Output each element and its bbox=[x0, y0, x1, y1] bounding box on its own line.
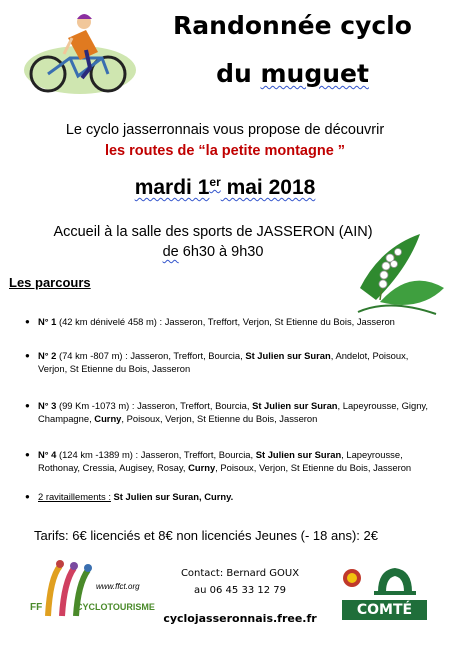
title-line-1: Randonnée cyclo bbox=[173, 11, 412, 40]
ffct-url: www.ffct.org bbox=[96, 582, 140, 591]
parcours-heading: Les parcours bbox=[9, 275, 91, 290]
route-item-4: ● N° 4 (124 km -1389 m) : Jasseron, Treffort, Bourcia, St Julien sur Suran, Lapeyrousse, Rothonay, Cressia, Augisey, Rosay, Curny, Poisoux, Verjon, St Etienne du Bois, Jasseron bbox=[25, 449, 412, 473]
comte-logo bbox=[342, 562, 427, 628]
title-line-2: du muguet bbox=[216, 59, 369, 88]
website-link[interactable]: cyclojasseronnais.free.fr bbox=[163, 612, 317, 625]
aop-seal-icon bbox=[342, 568, 362, 588]
tarifs: Tarifs: 6€ licenciés et 8€ non licenciés Jeunes (- 18 ans): 2€ bbox=[34, 528, 378, 543]
contact-phone: au 06 45 33 12 79 bbox=[194, 585, 286, 596]
bell-icon bbox=[372, 562, 418, 596]
contact-name: Contact: Bernard GOUX bbox=[180, 568, 300, 579]
bullet-icon: ● bbox=[25, 351, 30, 360]
route-item-2: ● N° 2 (74 km -807 m) : Jasseron, Treffort, Bourcia, St Julien sur Suran, Andelot, Poisoux, Verjon, St Etienne du Bois, Jasseron bbox=[25, 350, 409, 374]
ffct-ff: FF bbox=[30, 602, 43, 613]
ffct-name: CYCLOTOURISME bbox=[76, 602, 155, 612]
comte-label: COMTÉ bbox=[342, 600, 427, 620]
event-hours: de 6h30 à 9h30 bbox=[162, 244, 264, 260]
contact-block bbox=[165, 567, 315, 598]
ravitaillement-item: ● 2 ravitaillements : St Julien sur Suran, Curny. bbox=[25, 491, 234, 502]
intro-line-1: Le cyclo jasserronnais vous propose de découvrir bbox=[65, 122, 385, 138]
intro-line-2: les routes de “la petite montagne ” bbox=[104, 143, 346, 159]
cyclist-illustration bbox=[20, 8, 138, 98]
bullet-icon: ● bbox=[25, 317, 30, 326]
route-item-3: ● N° 3 (99 Km -1073 m) : Jasseron, Treffort, Bourcia, St Julien sur Suran, Lapeyrousse, Gigny, Champagne, Curny, Poisoux, Verjon, St Etienne du Bois, Jasseron bbox=[25, 400, 429, 424]
event-date: mardi 1er mai 2018 bbox=[134, 175, 316, 199]
lily-of-the-valley-illustration bbox=[350, 228, 448, 318]
route-item-1: ● N° 1 (42 km dénivelé 458 m) : Jasseron, Treffort, Verjon, St Etienne du Bois, Jasseron bbox=[25, 316, 395, 327]
bullet-icon: ● bbox=[25, 401, 30, 410]
event-location: Accueil à la salle des sports de JASSERON (AIN) de 6h30 à 9h30 bbox=[18, 222, 408, 262]
page-title bbox=[150, 8, 435, 91]
bullet-icon: ● bbox=[25, 492, 30, 501]
bullet-icon: ● bbox=[25, 450, 30, 459]
